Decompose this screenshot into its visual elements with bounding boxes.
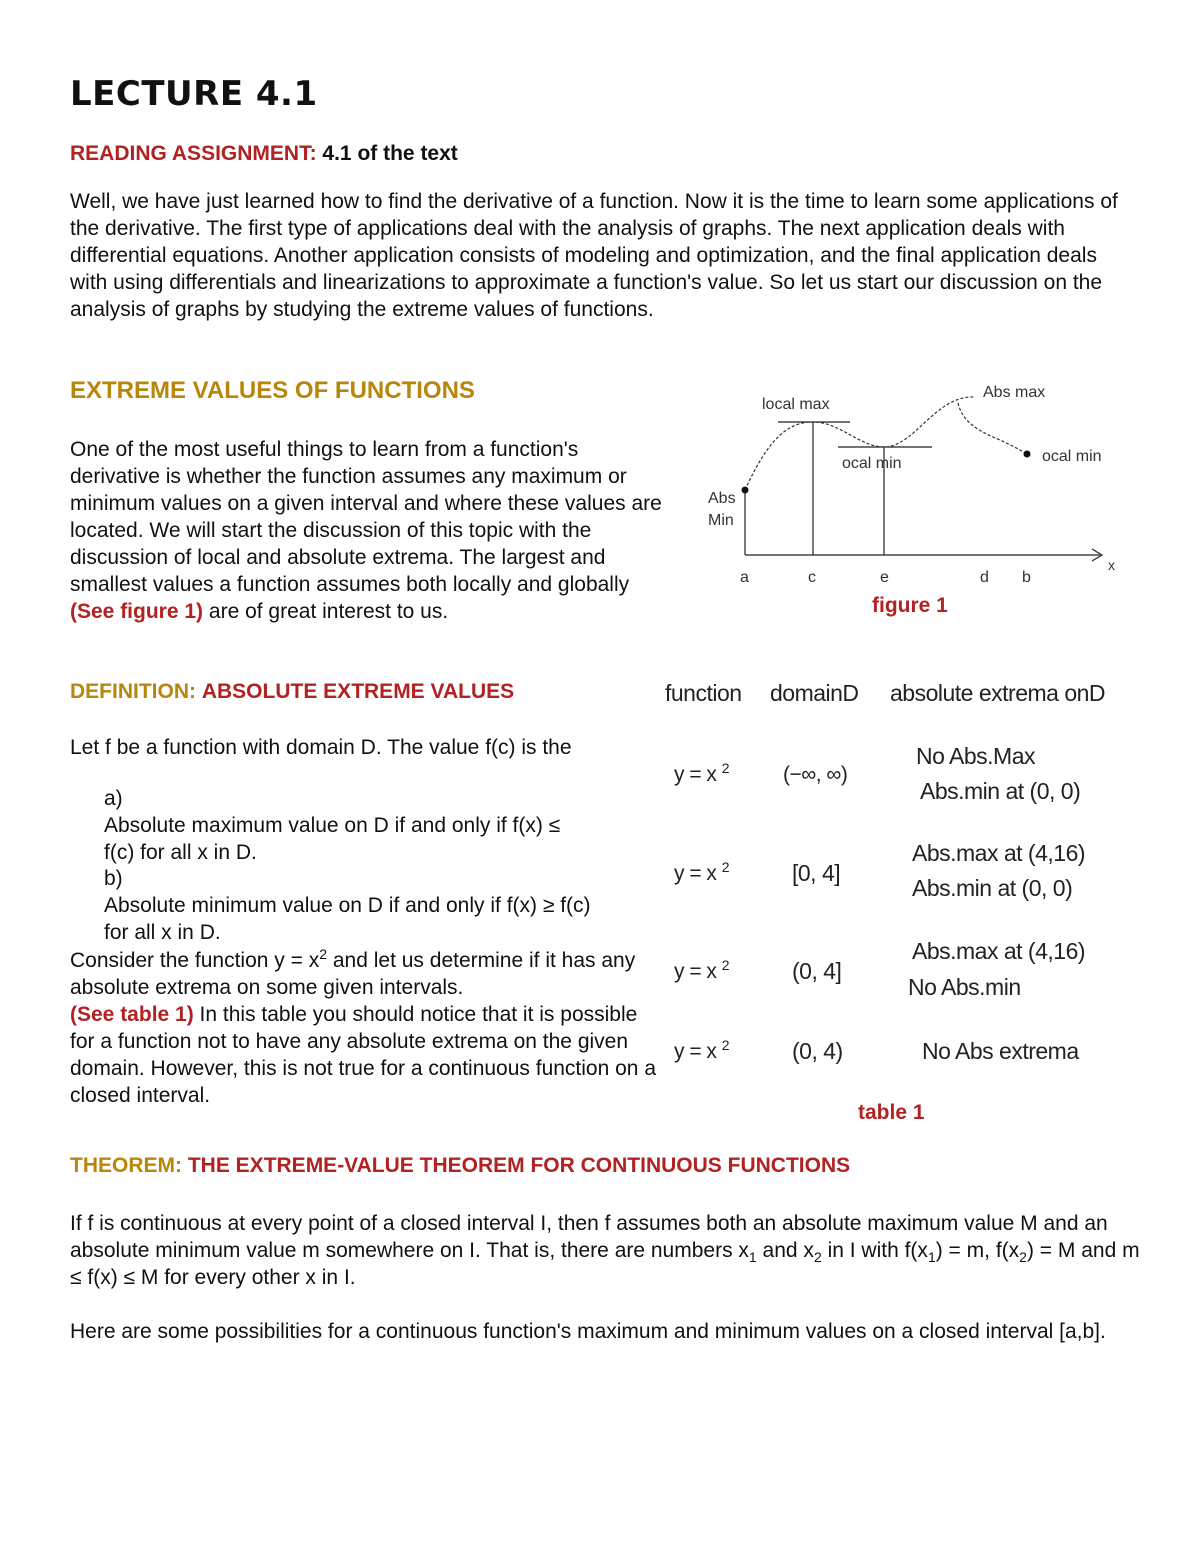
table-row-4-domain: (0, 4) <box>792 1038 843 1064</box>
theorem-s1: 1 <box>748 1249 757 1266</box>
label-abs-min-2: Min <box>708 512 734 529</box>
figure-caption: figure 1 <box>872 594 948 617</box>
consider-paragraph <box>70 947 660 1109</box>
figure-1-graph <box>700 375 1130 595</box>
tick-d: d <box>980 569 989 586</box>
theorem-t3: in I with f(x <box>821 1239 928 1262</box>
row-2-fn: y = x <box>674 862 717 885</box>
closing-paragraph: Here are some possibilities for a continuous function's maximum and minimum values on a closed interval [a,b]. <box>70 1320 1106 1343</box>
table-header-extrema: absolute extrema onD <box>890 680 1106 706</box>
table-row-1-domain: (−∞, ∞) <box>783 763 848 786</box>
theorem-t2: and x <box>756 1239 814 1262</box>
tick-b: b <box>1022 569 1031 586</box>
reading-label: READING ASSIGNMENT: <box>70 142 317 165</box>
item-a-text: Absolute maximum value on D if and only if f(x) ≤ f(c) for all x in D. <box>104 814 561 864</box>
table-header-domain: domainD <box>770 680 859 706</box>
table-row-2-line1: Abs.max at (4,16) <box>912 840 1086 866</box>
row-3-exp: 2 <box>721 957 730 973</box>
definition-item-b <box>104 865 624 946</box>
extreme-values-paragraph <box>70 436 670 625</box>
label-local-max: local max <box>762 396 830 413</box>
table-row-3-line2: No Abs.min <box>908 974 1021 1000</box>
consider-p2: and let us determine if it has any absolute extrema on some given intervals. <box>70 949 636 999</box>
tick-a: a <box>740 569 749 586</box>
row-2-exp: 2 <box>721 859 730 875</box>
consider-p3: In this table you should notice that it is possible for a function not to have any absolute extrema on the given domain. However, this is not true for a continuous function on a closed interval. <box>70 1003 657 1107</box>
theorem-t5: ) = M and m ≤ f(x) ≤ M for every other x in I. <box>70 1239 1140 1289</box>
theorem-t1: If f is continuous at every point of a closed interval I, then f assumes both an absolute maximum value M and an absolute minimum value m somewhere on I. That is, there are numbers x <box>70 1212 1108 1262</box>
reading-value: 4.1 of the text <box>322 142 458 165</box>
table-row-4-function <box>674 1037 730 1064</box>
theorem-label: THEOREM: <box>70 1154 182 1177</box>
abs-min-point <box>742 487 749 494</box>
label-abs-min-1: Abs <box>708 490 736 507</box>
definition-intro: Let f be a function with domain D. The value f(c) is the <box>70 736 572 759</box>
item-b-label: b) <box>104 867 123 890</box>
table-row-2-function <box>674 859 730 886</box>
row-1-exp: 2 <box>721 760 730 776</box>
local-min-point <box>1024 451 1031 458</box>
intro-paragraph: Well, we have just learned how to find the derivative of a function. Now it is the time to learn some applications of the derivative. The first type of applications deal with the analysis of graphs. The next application deals with differential equations. Another application consists of modeling and optimization, and the final application deals with using differentials and linearizations to approximate a function's value. So let us start our discussion on the analysis of graphs by studying the extreme values of functions. <box>70 190 1118 321</box>
para-tail: are of great interest to us. <box>208 600 449 623</box>
row-4-fn: y = x <box>674 1040 717 1063</box>
table-row-2-line2: Abs.min at (0, 0) <box>912 875 1073 901</box>
theorem-name: THE EXTREME-VALUE THEOREM FOR CONTINUOUS FUNCTIONS <box>187 1154 851 1177</box>
table-row-3-line1: Abs.max at (4,16) <box>912 938 1086 964</box>
definition-name: ABSOLUTE EXTREME VALUES <box>201 680 515 703</box>
table-row-2-domain: [0, 4] <box>792 860 841 886</box>
table-row-3-function <box>674 957 730 984</box>
figure-reference: (See figure 1) <box>70 600 204 623</box>
table-reference: (See table 1) <box>70 1003 194 1026</box>
tick-c: c <box>808 569 816 586</box>
row-1-fn: y = x <box>674 763 717 786</box>
consider-sup: 2 <box>319 946 328 962</box>
page-title: LECTURE 4.1 <box>70 74 318 114</box>
item-b-text: Absolute minimum value on D if and only if f(x) ≥ f(c) for all x in D. <box>104 894 591 944</box>
label-abs-max: Abs max <box>983 384 1046 401</box>
theorem-s4: 2 <box>1019 1249 1027 1266</box>
row-4-exp: 2 <box>721 1037 730 1053</box>
theorem-body <box>70 1210 1140 1291</box>
table-row-4-line1: No Abs extrema <box>922 1038 1079 1064</box>
definition-item-a <box>104 785 624 866</box>
row-3-fn: y = x <box>674 960 717 983</box>
theorem-s2: 2 <box>813 1249 822 1266</box>
reading-assignment <box>70 142 458 166</box>
section-heading: EXTREME VALUES OF FUNCTIONS <box>70 377 475 404</box>
para-text: One of the most useful things to learn from a function's derivative is whether the function assumes any maximum or minimum values on a given interval and where these values are located. We will start the discussion of this topic with the discussion of local and absolute extrema. The largest and smallest values a function assumes both locally and globally <box>70 438 662 596</box>
table-row-1-function <box>674 760 730 787</box>
label-local-min-mid: ocal min <box>842 455 902 472</box>
function-curve-end <box>958 403 1027 454</box>
table-header-function: function <box>665 680 742 706</box>
theorem-heading <box>70 1154 850 1178</box>
label-x-axis: x <box>1108 557 1115 573</box>
table-row-1-line1: No Abs.Max <box>916 743 1035 769</box>
theorem-t4: ) = m, f(x <box>935 1239 1020 1262</box>
theorem-s3: 1 <box>927 1249 936 1266</box>
tick-e: e <box>880 569 889 586</box>
label-local-min-right: ocal min <box>1042 448 1102 465</box>
table-row-3-domain: (0, 4] <box>792 958 842 984</box>
consider-p1: Consider the function y = x <box>70 949 320 972</box>
definition-label: DEFINITION: <box>70 680 196 703</box>
definition-heading <box>70 680 514 704</box>
table-caption: table 1 <box>858 1101 925 1124</box>
table-row-1-line2: Abs.min at (0, 0) <box>920 778 1081 804</box>
item-a-label: a) <box>104 787 123 810</box>
